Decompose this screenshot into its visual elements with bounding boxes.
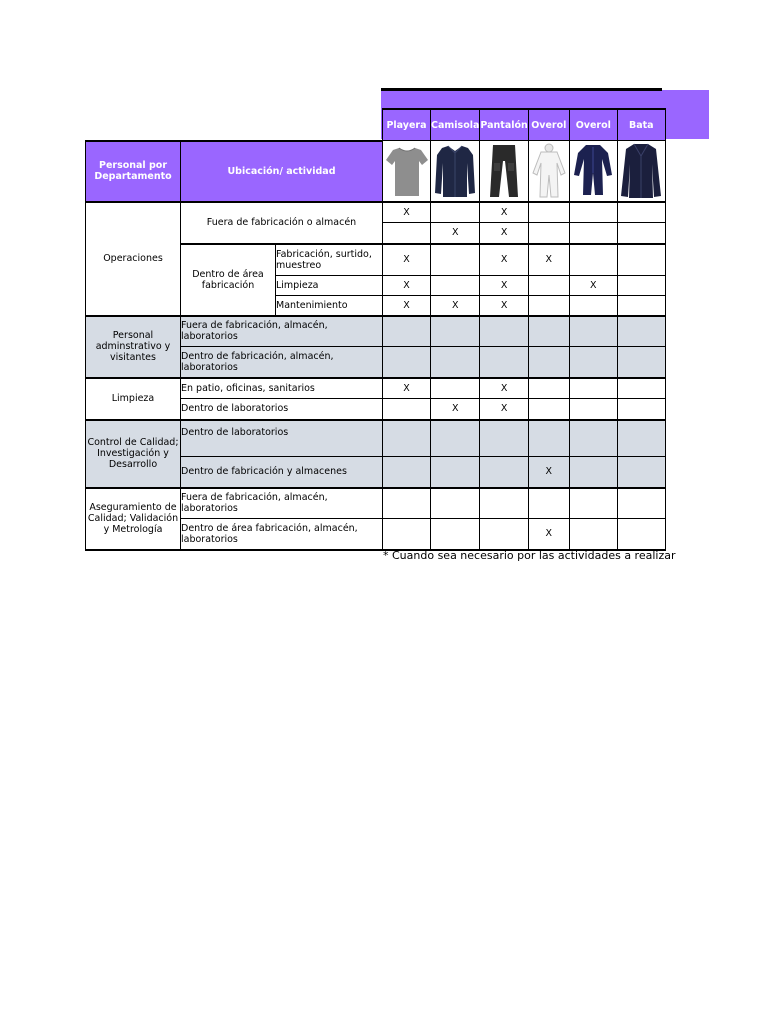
mark-cell xyxy=(480,488,528,519)
mark-cell xyxy=(431,488,480,519)
garment-header: Pantalón xyxy=(480,109,528,141)
mark-cell xyxy=(569,398,617,420)
mark-cell xyxy=(528,488,569,519)
mark-cell xyxy=(617,244,665,276)
mark-cell xyxy=(480,518,528,550)
mark-cell xyxy=(383,456,431,488)
mark-cell: X xyxy=(480,222,528,244)
mark-cell xyxy=(528,295,569,316)
shirt-icon xyxy=(431,141,480,202)
mark-cell xyxy=(528,202,569,223)
garment-header: Playera xyxy=(383,109,431,141)
mark-cell xyxy=(617,202,665,223)
mark-cell: X xyxy=(480,202,528,223)
mark-cell: X xyxy=(383,202,431,223)
mark-cell xyxy=(617,222,665,244)
location-cell: Dentro de fabricación y almacenes xyxy=(181,456,383,488)
mark-cell: X xyxy=(528,518,569,550)
mark-cell xyxy=(528,378,569,399)
tshirt-icon xyxy=(383,141,431,202)
garment-header: Overol xyxy=(528,109,569,141)
garment-header: Overol xyxy=(569,109,617,141)
mark-cell xyxy=(383,398,431,420)
department-cell: Control de Calidad; Investigación y Desarrollo xyxy=(86,420,181,488)
location-cell: Fuera de fabricación, almacén, laboratorios xyxy=(181,488,383,519)
mark-cell xyxy=(617,316,665,347)
location-cell: En patio, oficinas, sanitarios xyxy=(181,378,383,399)
mark-cell xyxy=(617,378,665,399)
mark-cell xyxy=(480,420,528,457)
mark-cell xyxy=(569,295,617,316)
table-row xyxy=(86,488,666,519)
location-cell: Dentro de laboratorios xyxy=(181,398,383,420)
footnote: * Cuando sea necesario por las actividades a realizar xyxy=(383,549,676,562)
navy-coverall-icon xyxy=(569,141,617,202)
header-top-border xyxy=(381,88,662,91)
mark-cell xyxy=(569,420,617,457)
mark-cell xyxy=(431,275,480,295)
mark-cell xyxy=(431,316,480,347)
activity-cell: Mantenimiento xyxy=(276,295,383,316)
mark-cell xyxy=(480,456,528,488)
location-cell: Fuera de fabricación o almacén xyxy=(181,202,383,244)
mark-cell xyxy=(569,316,617,347)
mark-cell: X xyxy=(383,275,431,295)
garment-header: Camisola xyxy=(431,109,480,141)
mark-cell: X xyxy=(480,244,528,276)
mark-cell: X xyxy=(431,398,480,420)
mark-cell xyxy=(617,420,665,457)
mark-cell xyxy=(569,202,617,223)
location-cell: Fuera de fabricación, almacén, laboratorios xyxy=(181,316,383,347)
mark-cell xyxy=(480,346,528,378)
mark-cell xyxy=(431,244,480,276)
mark-cell xyxy=(383,346,431,378)
mark-cell xyxy=(569,488,617,519)
image-header-row xyxy=(86,141,666,202)
pants-icon xyxy=(480,141,528,202)
mark-cell xyxy=(617,295,665,316)
mark-cell xyxy=(383,316,431,347)
mark-cell xyxy=(528,398,569,420)
mark-cell xyxy=(569,456,617,488)
mark-cell: X xyxy=(480,275,528,295)
mark-cell: X xyxy=(383,244,431,276)
mark-cell: X xyxy=(569,275,617,295)
uniform-matrix-table xyxy=(85,108,666,551)
mark-cell xyxy=(383,222,431,244)
table-row xyxy=(86,378,666,399)
white-coverall-icon xyxy=(528,141,569,202)
activity-cell: Fabricación, surtido, muestreo xyxy=(276,244,383,276)
table-row xyxy=(86,202,666,223)
mark-cell xyxy=(617,488,665,519)
department-cell: Limpieza xyxy=(86,378,181,420)
mark-cell xyxy=(569,378,617,399)
mark-cell xyxy=(383,420,431,457)
mark-cell xyxy=(431,378,480,399)
mark-cell xyxy=(617,398,665,420)
mark-cell xyxy=(617,518,665,550)
mark-cell xyxy=(431,518,480,550)
mark-cell: X xyxy=(383,378,431,399)
dept-column-header: Personal por Departamento xyxy=(86,141,181,202)
mark-cell xyxy=(480,316,528,347)
mark-cell xyxy=(383,518,431,550)
mark-cell xyxy=(528,420,569,457)
activity-cell: Limpieza xyxy=(276,275,383,295)
department-cell: Operaciones xyxy=(86,202,181,316)
mark-cell xyxy=(569,518,617,550)
mark-cell xyxy=(528,275,569,295)
department-cell: Aseguramiento de Calidad; Validación y Metrología xyxy=(86,488,181,550)
mark-cell xyxy=(617,346,665,378)
mark-cell xyxy=(617,275,665,295)
mark-cell xyxy=(528,346,569,378)
mark-cell xyxy=(617,456,665,488)
location-column-header: Ubicación/ actividad xyxy=(181,141,383,202)
mark-cell xyxy=(383,488,431,519)
mark-cell: X xyxy=(431,222,480,244)
mark-cell: X xyxy=(480,398,528,420)
mark-cell: X xyxy=(528,244,569,276)
mark-cell xyxy=(528,316,569,347)
mark-cell: X xyxy=(480,295,528,316)
location-cell: Dentro de área fabricación, almacén, laboratorios xyxy=(181,518,383,550)
mark-cell xyxy=(569,244,617,276)
mark-cell xyxy=(431,202,480,223)
mark-cell xyxy=(431,456,480,488)
table-row xyxy=(86,316,666,347)
location-cell: Dentro de laboratorios xyxy=(181,420,383,457)
mark-cell: X xyxy=(431,295,480,316)
location-cell: Dentro de fabricación, almacén, laboratorios xyxy=(181,346,383,378)
garment-header-row xyxy=(86,109,666,141)
mark-cell: X xyxy=(480,378,528,399)
garment-header: Bata xyxy=(617,109,665,141)
mark-cell: X xyxy=(383,295,431,316)
location-cell: Dentro de área fabricación xyxy=(181,244,276,316)
table-row xyxy=(86,420,666,457)
mark-cell xyxy=(569,346,617,378)
mark-cell xyxy=(569,222,617,244)
mark-cell xyxy=(431,346,480,378)
department-cell: Personal adminstrativo y visitantes xyxy=(86,316,181,378)
lab-coat-icon xyxy=(617,141,665,202)
mark-cell: X xyxy=(528,456,569,488)
mark-cell xyxy=(528,222,569,244)
mark-cell xyxy=(431,420,480,457)
